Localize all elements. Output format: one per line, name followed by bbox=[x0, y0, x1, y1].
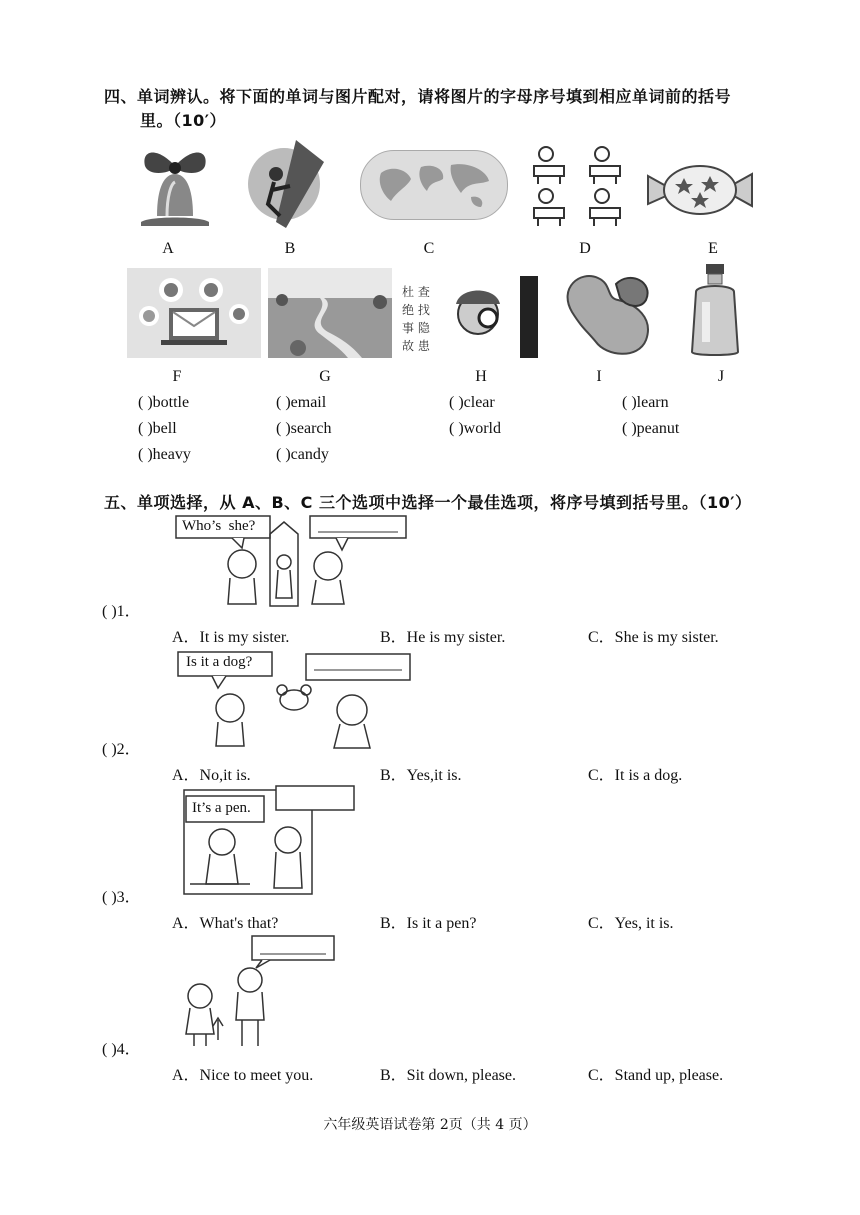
q4-option-a[interactable]: A．Nice to meet you. bbox=[172, 1067, 314, 1084]
svg-text:绝 找: 绝 找 bbox=[402, 303, 430, 317]
section4-title-cont bbox=[140, 108, 226, 131]
svg-text:杜 查: 杜 查 bbox=[402, 285, 430, 299]
q2-number[interactable]: ( )2． bbox=[102, 741, 141, 758]
q2-illustration bbox=[176, 650, 412, 750]
bottle-icon bbox=[684, 262, 746, 358]
q1-illustration bbox=[172, 514, 412, 610]
picture-letter-i: I bbox=[596, 368, 602, 385]
section4-title-line1: 四、单词辨认。将下面的单词与图片配对，请将图片的字母序号填到相应单词前的括号 bbox=[104, 87, 732, 106]
word-search[interactable]: ( )search bbox=[276, 420, 332, 437]
road-icon bbox=[268, 268, 392, 358]
q1-speech-bubble: Who’s she? bbox=[182, 518, 256, 534]
q3-speech-bubble: It’s a pen. bbox=[192, 800, 251, 816]
peanut-icon bbox=[556, 264, 658, 360]
picture-letter-j: J bbox=[717, 368, 725, 385]
page-footer: 六年级英语试卷第 2页（共 4 页） bbox=[323, 1117, 537, 1133]
detective-icon bbox=[398, 268, 542, 358]
q2-option-c[interactable]: C．It is a dog. bbox=[588, 767, 683, 784]
q2-option-b[interactable]: B．Yes,it is. bbox=[380, 767, 462, 784]
word-clear[interactable]: ( )clear bbox=[449, 394, 495, 411]
picture-letter-e: E bbox=[708, 240, 718, 257]
picture-letter-f: F bbox=[172, 368, 182, 385]
q3-option-b[interactable]: B．Is it a pen? bbox=[380, 915, 477, 932]
section4-title bbox=[104, 84, 731, 107]
q4-option-b[interactable]: B．Sit down, please. bbox=[380, 1067, 516, 1084]
word-peanut[interactable]: ( )peanut bbox=[622, 420, 680, 437]
picture-letter-h: H bbox=[475, 368, 487, 385]
q3-number[interactable]: ( )3． bbox=[102, 889, 141, 906]
q1-option-a[interactable]: A．It is my sister. bbox=[172, 629, 290, 646]
q1-option-c[interactable]: C．She is my sister. bbox=[588, 629, 719, 646]
picture-letter-c: C bbox=[423, 240, 435, 257]
picture-letter-b: B bbox=[284, 240, 296, 257]
picture-letter-a: A bbox=[162, 240, 174, 257]
bell-icon bbox=[127, 136, 223, 232]
q4-option-c[interactable]: C．Stand up, please. bbox=[588, 1067, 724, 1084]
candy-icon bbox=[644, 156, 756, 222]
q3-option-c[interactable]: C．Yes, it is. bbox=[588, 915, 674, 932]
section4-title-line2: 里。（10′） bbox=[140, 111, 226, 130]
q2-speech-bubble: Is it a dog? bbox=[186, 654, 253, 670]
q3-illustration bbox=[180, 784, 360, 898]
word-bell[interactable]: ( )bell bbox=[138, 420, 177, 437]
email-icon bbox=[127, 268, 261, 358]
climber-icon bbox=[246, 132, 340, 232]
picture-letter-g: G bbox=[319, 368, 331, 385]
q4-illustration bbox=[176, 934, 338, 1050]
q4-number[interactable]: ( )4． bbox=[102, 1041, 141, 1058]
svg-text:故 患: 故 患 bbox=[402, 339, 430, 353]
word-bottle[interactable]: ( )bottle bbox=[138, 394, 190, 411]
word-email[interactable]: ( )email bbox=[276, 394, 327, 411]
picture-letter-d: D bbox=[579, 240, 591, 257]
word-learn[interactable]: ( )learn bbox=[622, 394, 669, 411]
word-heavy[interactable]: ( )heavy bbox=[138, 446, 191, 463]
q1-number[interactable]: ( )1． bbox=[102, 603, 141, 620]
q2-option-a[interactable]: A．No,it is. bbox=[172, 767, 251, 784]
classroom-icon bbox=[526, 138, 632, 230]
q1-option-b[interactable]: B．He is my sister. bbox=[380, 629, 506, 646]
word-candy[interactable]: ( )candy bbox=[276, 446, 329, 463]
section5-title: 五、单项选择，从 A、B、C 三个选项中选择一个最佳选项，将序号填到括号里。（10′） bbox=[104, 493, 752, 512]
world-map-icon bbox=[360, 150, 508, 220]
q3-option-a[interactable]: A．What's that? bbox=[172, 915, 279, 932]
word-world[interactable]: ( )world bbox=[449, 420, 501, 437]
svg-text:事 隐: 事 隐 bbox=[402, 321, 430, 335]
